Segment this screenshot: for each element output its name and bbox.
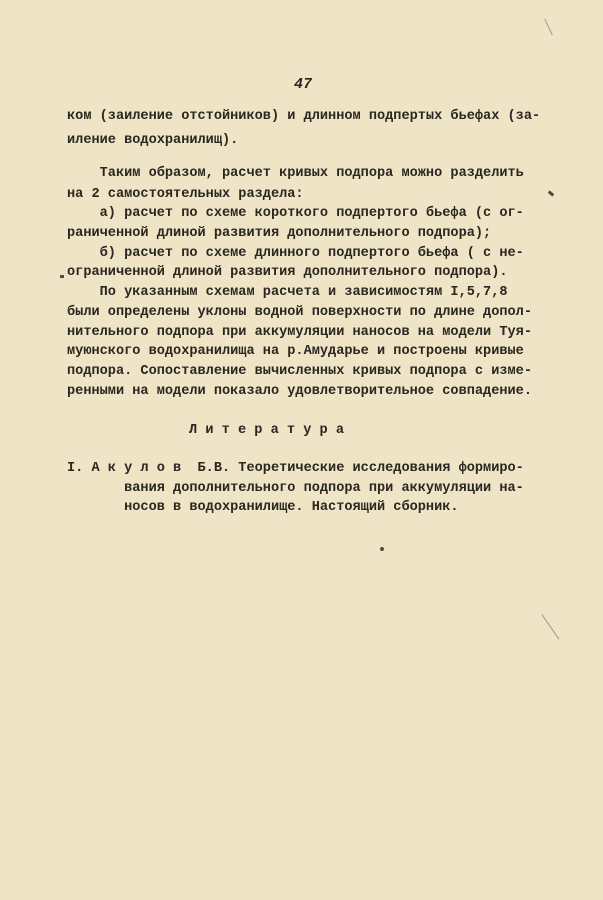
ink-speck: [548, 190, 555, 196]
ink-speck: [380, 547, 384, 551]
body-line: муюнского водохранилища на р.Амударье и построены кривые: [67, 344, 524, 359]
page-number: 47: [294, 76, 313, 93]
body-line: ком (заиление отстойников) и длинном подпертых бьефах (за-: [67, 109, 541, 124]
body-line: ограниченной длиной развития дополнительного подпора).: [67, 265, 508, 280]
reference-line: вания дополнительного подпора при аккумуляции на-: [67, 481, 524, 496]
body-line: нительного подпора при аккумуляции наносов на модели Туя-: [67, 325, 532, 340]
body-line: раниченной длиной развития дополнительного подпора);: [67, 226, 492, 241]
paper-scratch: [544, 19, 553, 36]
body-line: иление водохранилищ).: [67, 133, 239, 148]
body-line: а) расчет по схеме короткого подпертого бьефа (с ог-: [67, 206, 524, 221]
body-line: подпора. Сопоставление вычисленных кривых подпора с изме-: [67, 364, 532, 379]
references-heading: Л и т е р а т у р а: [189, 423, 344, 438]
body-line: были определены уклоны водной поверхности по длине допол-: [67, 305, 532, 320]
reference-line: носов в водохранилище. Настоящий сборник.: [67, 500, 459, 515]
body-line: б) расчет по схеме длинного подпертого бьефа ( с не-: [67, 246, 524, 261]
body-line: ренными на модели показало удовлетворительное совпадение.: [67, 384, 532, 399]
body-line: Таким образом, расчет кривых подпора можно разделить: [67, 166, 524, 181]
reference-line: I. А к у л о в Б.В. Теоретические исследования формиро-: [67, 461, 524, 476]
paper-scratch: [541, 614, 559, 639]
body-line: По указанным схемам расчета и зависимостям I,5,7,8: [67, 285, 508, 300]
body-line: на 2 самостоятельных раздела:: [67, 187, 304, 202]
ink-speck: [60, 275, 64, 278]
